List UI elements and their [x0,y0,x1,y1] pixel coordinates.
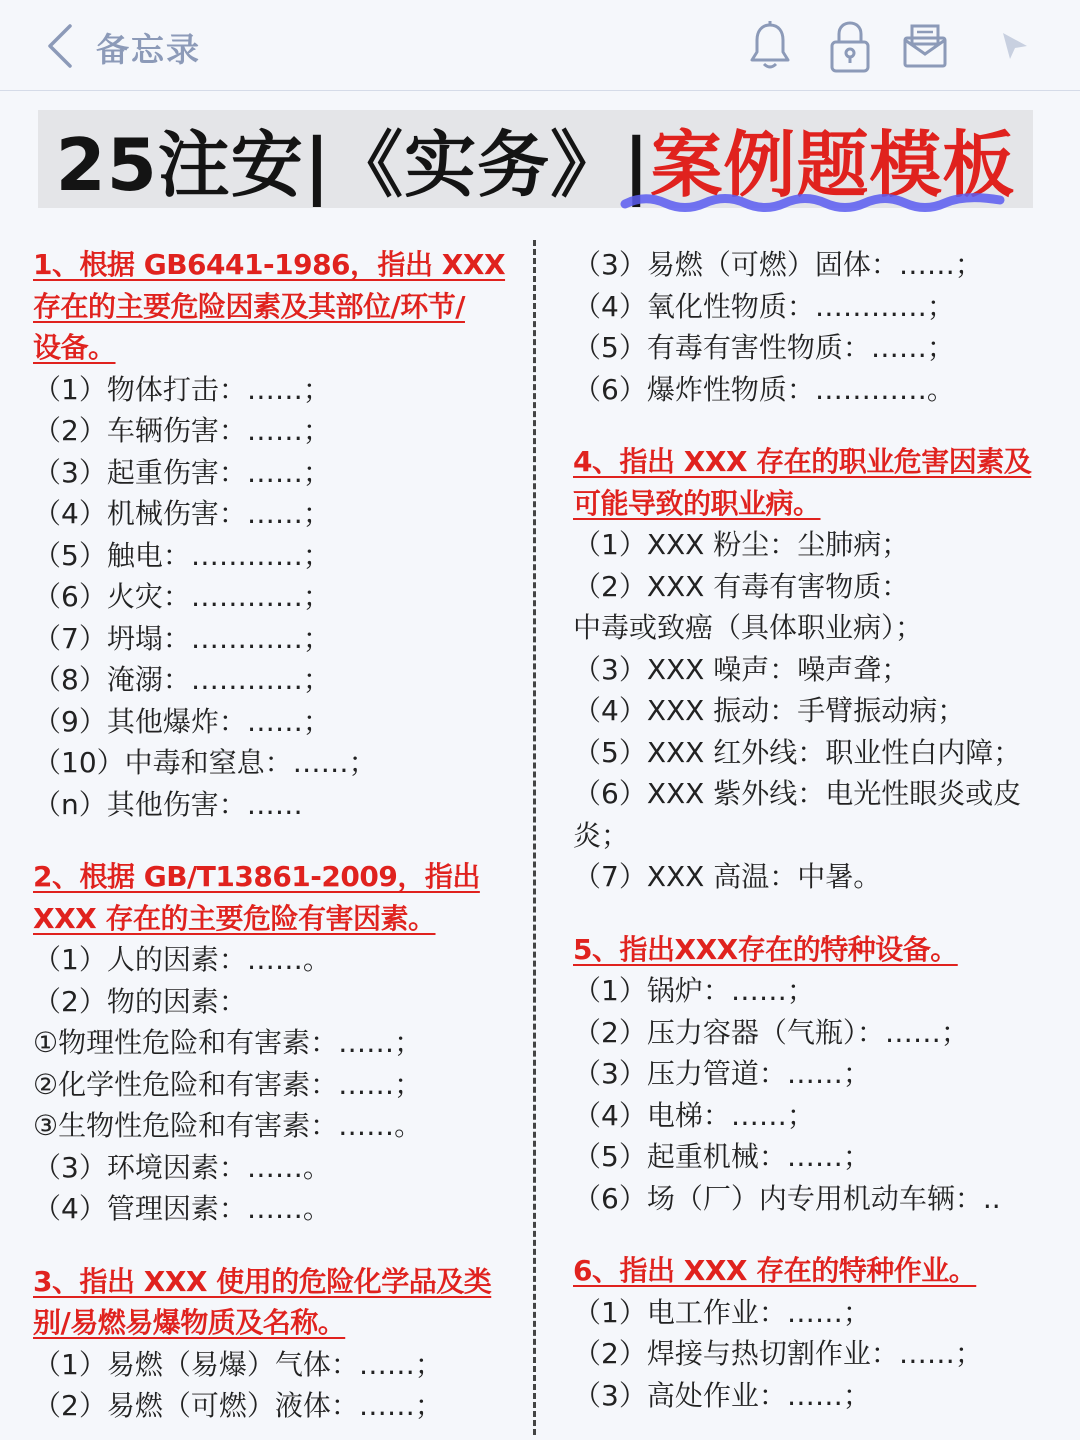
list-item: （4）XXX 振动：手臂振动病； [573,694,966,727]
list-item: （3）压力管道：……； [573,1057,871,1090]
section-heading: 6、指出 XXX 存在的特种作业。 [573,1254,977,1287]
left-column [33,244,523,1427]
list-item: （9）其他爆炸：……； [33,704,331,738]
list-item: （6）爆炸性物质：…………。 [573,372,955,406]
section-3 [33,1261,523,1427]
section-heading: 可能导致的职业病。 [573,486,821,520]
list-item: （2）车辆伤害：……； [33,414,331,447]
back-chevron-icon[interactable] [44,22,78,70]
section-3-continued [573,244,1053,410]
send-arrow-icon[interactable] [1000,30,1030,62]
section-heading: 别/易燃易爆物质及名称。 [33,1306,346,1339]
list-item: 炎； [573,818,630,852]
list-item: （5）有毒有害性物质：……； [573,331,955,364]
back-label[interactable]: 备忘录 [96,30,201,69]
section-heading: 3、指出 XXX 使用的危险化学品及类 [33,1264,492,1298]
list-item: （3）XXX 噪声：噪声聋； [573,652,910,686]
list-item: （2）焊接与热切割作业：……； [573,1337,983,1370]
list-item: （5）触电：…………； [33,538,331,572]
list-item: （2）压力容器（气瓶）：……； [573,1015,969,1049]
section-1 [33,244,523,825]
list-item: ②化学性危险和有害素：……； [33,1067,423,1101]
list-item: （10）中毒和窒息：……； [33,746,377,779]
list-item: ③生物性危险和有害素：……。 [33,1109,423,1142]
section-heading: XXX 存在的主要危险有害因素。 [33,901,436,935]
list-item: ①物理性危险和有害素：……； [33,1026,423,1059]
list-item: （1）物体打击：……； [33,372,331,406]
list-item: （2）XXX 有毒有害物质： [573,569,910,603]
list-item: （6）火灾：…………； [33,580,331,613]
list-item: （2）物的因素： [33,984,247,1018]
list-item: （1）XXX 粉尘：尘肺病； [573,528,910,561]
list-item: （2）易燃（可燃）液体：……； [33,1389,443,1422]
lock-icon[interactable] [828,20,872,74]
list-item: 中毒或致癌（具体职业病）； [573,611,924,644]
list-item: （3）环境因素：……。 [33,1150,331,1184]
column-divider [533,240,536,1435]
section-2 [33,856,523,1230]
section-5 [573,929,1053,1220]
list-item: （6）场（厂）内专用机动车辆：.. [573,1181,1001,1215]
list-item: （8）淹溺：…………； [33,663,331,696]
list-item: （3）易燃（可燃）固体：……； [573,248,983,281]
mail-icon[interactable] [902,20,948,70]
right-column [573,244,1053,1416]
bell-icon[interactable] [748,20,792,72]
list-item: （1）人的因素：……。 [33,943,331,976]
list-item: （5）起重机械：……； [573,1140,871,1173]
section-heading: 2、根据 GB/T13861-2009，指出 [33,860,480,893]
section-heading: 1、根据 GB6441-1986，指出 XXX [33,248,506,281]
list-item: （7）坍塌：…………； [33,621,331,655]
list-item: （3）高处作业：……； [573,1378,871,1412]
section-heading: 存在的主要危险因素及其部位/环节/ [33,289,465,323]
section-heading: 4、指出 XXX 存在的职业危害因素及 [573,445,1032,478]
list-item: （1）易燃（易爆）气体：……； [33,1347,443,1381]
list-item: （4）机械伤害：……； [33,497,331,530]
list-item: （4）电梯：……； [573,1098,815,1132]
title-red: 案例题模板 [650,123,1016,207]
list-item: （1）电工作业：……； [573,1295,871,1329]
section-heading: 设备。 [33,331,116,364]
list-item: （4）管理因素：……。 [33,1192,331,1225]
list-item: （n）其他伤害：…… [33,787,303,821]
section-heading: 5、指出XXX存在的特种设备。 [573,932,958,966]
list-item: （5）XXX 红外线：职业性白内障； [573,735,1022,769]
title-black: 25注安|《实务》| [55,123,651,207]
top-bar [0,0,1080,91]
list-item: （7）XXX 高温：中暑。 [573,860,882,893]
list-item: （6）XXX 紫外线：电光性眼炎或皮 [573,777,1022,810]
list-item: （3）起重伤害：……； [33,455,331,489]
list-item: （4）氧化性物质：…………； [573,289,955,323]
list-item: （1）锅炉：……； [573,974,815,1007]
section-6 [573,1250,1053,1416]
highlight-squiggle [620,188,1006,214]
section-4 [573,441,1053,898]
